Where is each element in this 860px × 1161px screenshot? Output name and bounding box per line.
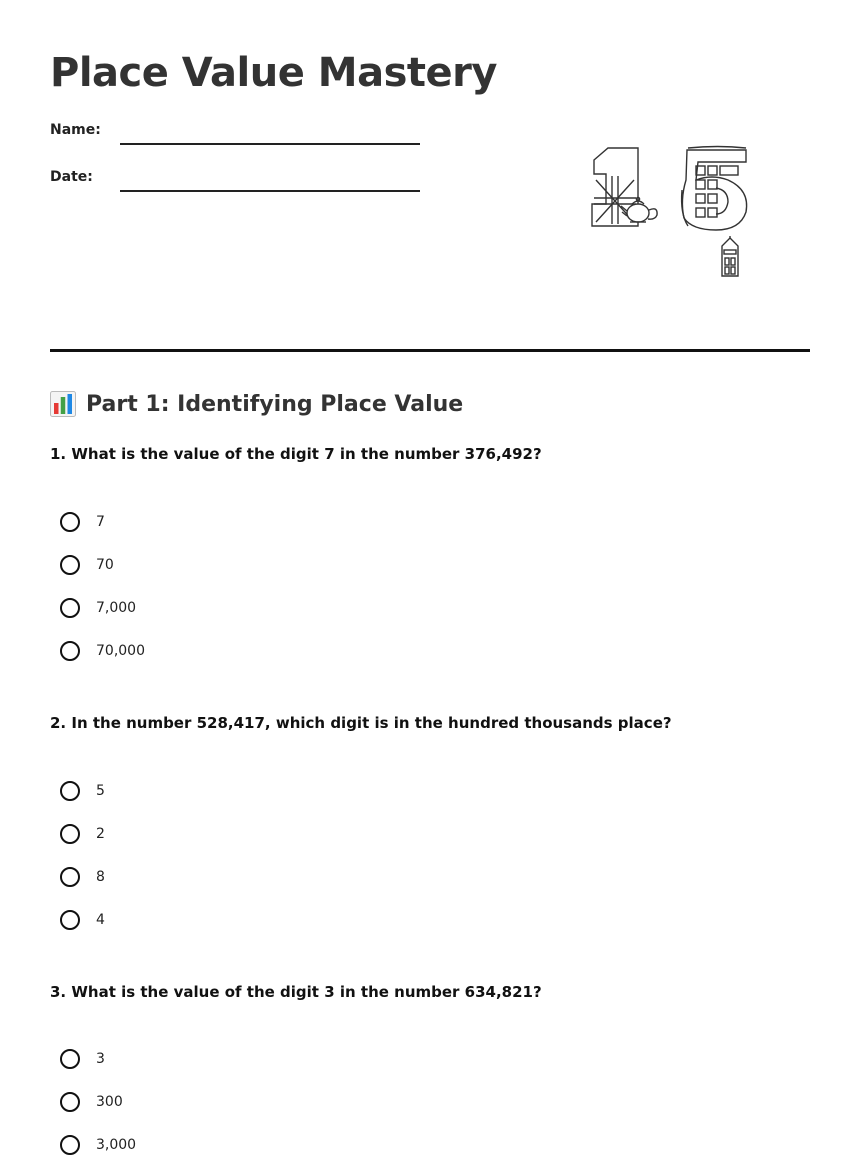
date-field[interactable] — [120, 190, 420, 192]
option-label: 5 — [96, 783, 105, 799]
radio-button[interactable] — [60, 867, 80, 887]
option-label: 4 — [96, 912, 105, 928]
radio-button[interactable] — [60, 512, 80, 532]
radio-button[interactable] — [60, 1049, 80, 1069]
name-label: Name: — [50, 122, 101, 138]
page-title: Place Value Mastery — [50, 50, 497, 96]
option-label: 7 — [96, 514, 105, 530]
q1-option-a[interactable] — [60, 510, 105, 534]
option-label: 3,000 — [96, 1137, 137, 1153]
section-heading — [50, 388, 463, 420]
radio-button[interactable] — [60, 824, 80, 844]
q3-option-a[interactable] — [60, 1047, 105, 1071]
name-field[interactable] — [120, 143, 420, 145]
radio-button[interactable] — [60, 1092, 80, 1112]
radio-button[interactable] — [60, 598, 80, 618]
radio-button[interactable] — [60, 641, 80, 661]
number-fifteen-clipart-icon — [588, 140, 758, 280]
q1-option-b[interactable] — [60, 553, 114, 577]
question-2: 2. In the number 528,417, which digit is in the hundred thousands place? — [50, 714, 672, 732]
q2-option-d[interactable] — [60, 908, 105, 932]
bar-chart-icon — [50, 391, 76, 417]
date-label: Date: — [50, 169, 93, 185]
option-label: 2 — [96, 826, 105, 842]
q3-option-c[interactable] — [60, 1133, 136, 1157]
option-label: 300 — [96, 1094, 123, 1110]
option-label: 3 — [96, 1051, 105, 1067]
radio-button[interactable] — [60, 910, 80, 930]
radio-button[interactable] — [60, 555, 80, 575]
option-label: 7,000 — [96, 600, 137, 616]
radio-button[interactable] — [60, 781, 80, 801]
q1-option-d[interactable] — [60, 639, 145, 663]
option-label: 70,000 — [96, 643, 145, 659]
radio-button[interactable] — [60, 1135, 80, 1155]
q2-option-a[interactable] — [60, 779, 105, 803]
question-3: 3. What is the value of the digit 3 in the number 634,821? — [50, 983, 542, 1001]
section-divider — [50, 349, 810, 352]
option-label: 8 — [96, 869, 105, 885]
section-heading-text: Part 1: Identifying Place Value — [86, 391, 464, 417]
q3-option-b[interactable] — [60, 1090, 123, 1114]
q1-option-c[interactable] — [60, 596, 136, 620]
q2-option-b[interactable] — [60, 822, 105, 846]
question-1: 1. What is the value of the digit 7 in the number 376,492? — [50, 445, 542, 463]
q2-option-c[interactable] — [60, 865, 105, 889]
option-label: 70 — [96, 557, 114, 573]
